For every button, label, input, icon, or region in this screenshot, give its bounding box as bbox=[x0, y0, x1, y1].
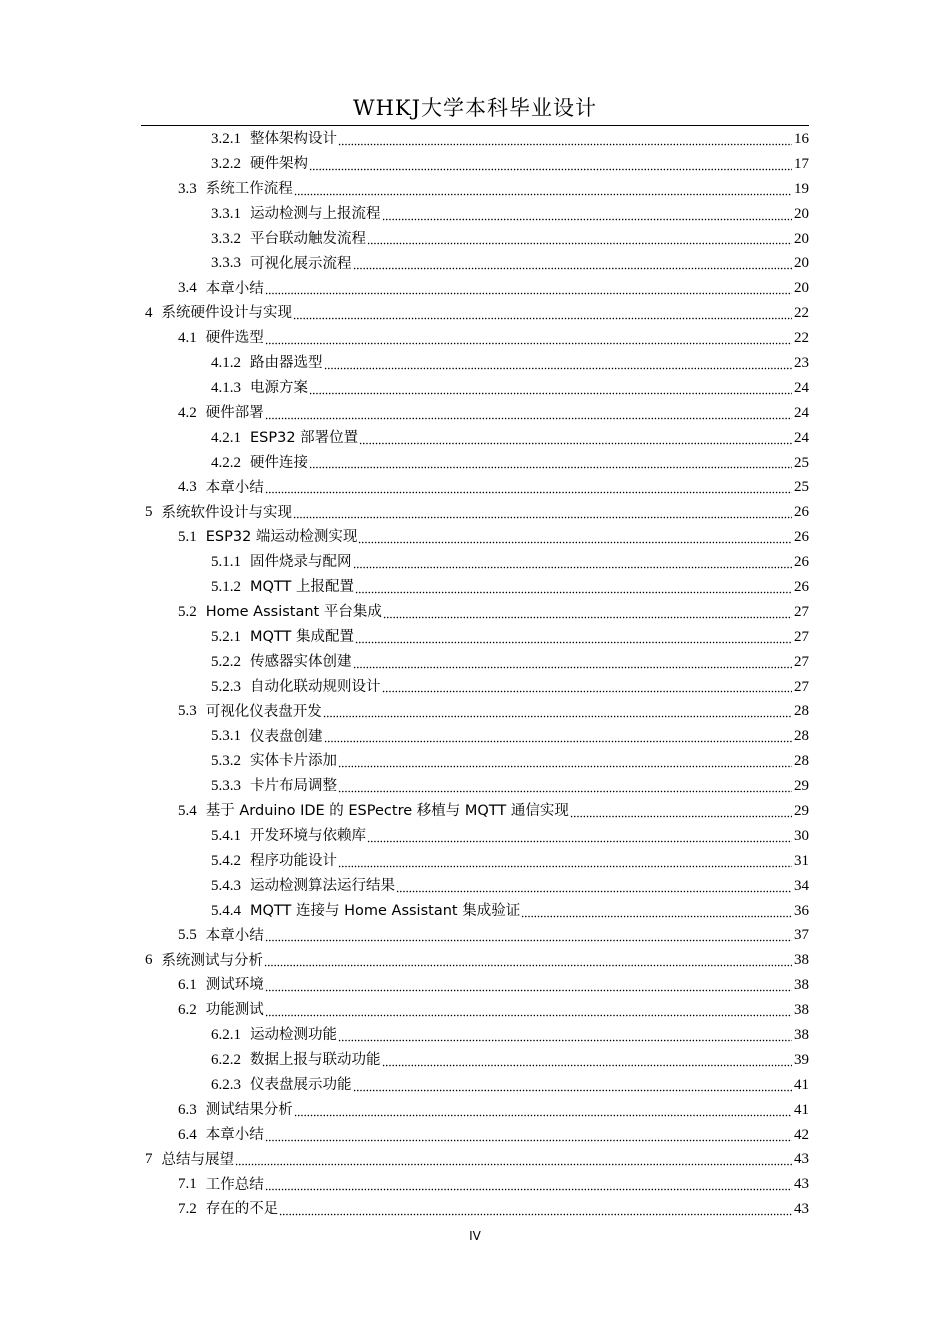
toc-entry-page: 42 bbox=[794, 1126, 809, 1143]
page-header-title: WHKJ大学本科毕业设计 bbox=[352, 96, 597, 120]
toc-entry[interactable] bbox=[141, 301, 809, 326]
toc-entry-title: 本章小结 bbox=[205, 280, 264, 297]
toc-entry[interactable] bbox=[141, 973, 809, 998]
toc-dot-leader bbox=[293, 306, 792, 320]
toc-dot-leader bbox=[382, 1053, 793, 1067]
toc-entry-number: 3.2.1 bbox=[211, 130, 241, 147]
toc-entry-title: 电源方案 bbox=[250, 380, 308, 397]
toc-entry-page: 28 bbox=[794, 703, 809, 720]
toc-entry-page: 24 bbox=[794, 404, 809, 421]
toc-entry-page: 43 bbox=[794, 1151, 809, 1168]
toc-entry[interactable] bbox=[141, 699, 809, 724]
toc-entry-title: 自动化联动规则设计 bbox=[250, 678, 381, 695]
toc-entry-title: 平台联动触发流程 bbox=[250, 230, 366, 247]
toc-dot-leader bbox=[338, 1028, 792, 1042]
toc-entry-page: 30 bbox=[794, 827, 809, 844]
toc-dot-leader bbox=[355, 630, 792, 644]
toc-entry-title: 系统工作流程 bbox=[205, 180, 293, 197]
toc-entry-title: 总结与展望 bbox=[161, 1151, 234, 1168]
toc-entry-page: 28 bbox=[794, 728, 809, 745]
toc-entry-title: 硬件部署 bbox=[205, 404, 264, 421]
toc-dot-leader bbox=[294, 1103, 792, 1117]
toc-entry-number: 5 bbox=[145, 504, 153, 521]
toc-entry-page: 26 bbox=[794, 578, 809, 595]
toc-entry[interactable] bbox=[141, 276, 809, 301]
toc-entry[interactable] bbox=[141, 500, 809, 525]
toc-entry-number: 4.2.2 bbox=[211, 454, 241, 471]
toc-dot-leader bbox=[309, 157, 792, 171]
toc-entry-title: 硬件架构 bbox=[250, 156, 308, 173]
toc-entry-number: 6.4 bbox=[178, 1126, 197, 1143]
toc-entry-page: 20 bbox=[794, 230, 809, 247]
toc-entry[interactable] bbox=[141, 1048, 809, 1073]
toc-entry[interactable] bbox=[141, 824, 809, 849]
toc-entry-page: 38 bbox=[794, 1002, 809, 1019]
toc-entry-page: 17 bbox=[794, 155, 809, 172]
toc-dot-leader bbox=[367, 231, 792, 245]
toc-entry-page: 22 bbox=[794, 330, 809, 347]
toc-entry-title: MQTT 集成配置 bbox=[250, 629, 354, 645]
toc-entry-number: 3.3.3 bbox=[211, 255, 241, 272]
toc-entry[interactable] bbox=[141, 625, 809, 650]
toc-entry-number: 3.4 bbox=[178, 280, 197, 297]
toc-entry[interactable] bbox=[141, 152, 809, 177]
toc-entry-title: 测试结果分析 bbox=[205, 1101, 293, 1118]
toc-entry-title: 实体卡片添加 bbox=[250, 753, 337, 770]
toc-entry-page: 20 bbox=[794, 280, 809, 297]
toc-entry-page: 28 bbox=[794, 753, 809, 770]
toc-dot-leader bbox=[396, 879, 792, 893]
toc-entry-number: 6.2 bbox=[178, 1002, 197, 1019]
toc-entry-number: 4.1.2 bbox=[211, 354, 241, 371]
toc-entry-title: 程序功能设计 bbox=[250, 853, 337, 870]
toc-dot-leader bbox=[353, 655, 793, 669]
toc-dot-leader bbox=[383, 605, 792, 619]
toc-entry-number: 4.1.3 bbox=[211, 379, 241, 396]
toc-entry[interactable] bbox=[141, 600, 809, 625]
toc-entry-page: 26 bbox=[794, 529, 809, 546]
toc-entry-number: 5.3.2 bbox=[211, 753, 241, 770]
toc-entry[interactable] bbox=[141, 799, 809, 824]
toc-entry-title: 系统软件设计与实现 bbox=[161, 504, 292, 521]
toc-dot-leader bbox=[265, 1128, 792, 1142]
toc-entry-page: 43 bbox=[794, 1176, 809, 1193]
toc-entry[interactable] bbox=[141, 948, 809, 973]
toc-entry-number: 6 bbox=[145, 952, 153, 969]
toc-entry[interactable] bbox=[141, 550, 809, 575]
toc-dot-leader bbox=[324, 356, 793, 370]
toc-dot-leader bbox=[293, 505, 792, 519]
toc-dot-leader bbox=[323, 704, 792, 718]
toc-dot-leader bbox=[265, 406, 792, 420]
toc-entry[interactable] bbox=[141, 1073, 809, 1098]
toc-entry[interactable] bbox=[141, 1098, 809, 1123]
toc-entry-number: 5.2.2 bbox=[211, 653, 241, 670]
toc-entry-number: 5.4.2 bbox=[211, 852, 241, 869]
toc-entry-number: 3.3.2 bbox=[211, 230, 241, 247]
toc-entry[interactable] bbox=[141, 426, 809, 451]
toc-entry[interactable] bbox=[141, 326, 809, 351]
toc-entry[interactable] bbox=[141, 376, 809, 401]
toc-dot-leader bbox=[265, 1177, 792, 1191]
toc-dot-leader bbox=[265, 928, 792, 942]
toc-entry-number: 4.1 bbox=[178, 330, 197, 347]
toc-dot-leader bbox=[324, 729, 793, 743]
toc-entry-page: 24 bbox=[794, 379, 809, 396]
toc-entry-title: 运动检测与上报流程 bbox=[250, 205, 381, 222]
page-number: IV bbox=[469, 1229, 481, 1243]
toc-entry-title: ESP32 部署位置 bbox=[250, 429, 359, 446]
table-of-contents bbox=[141, 127, 809, 1222]
toc-dot-leader bbox=[358, 530, 792, 544]
toc-entry-page: 39 bbox=[794, 1051, 809, 1068]
toc-entry[interactable] bbox=[141, 650, 809, 675]
toc-dot-leader bbox=[359, 431, 792, 445]
toc-dot-leader bbox=[265, 281, 792, 295]
toc-entry-title: 卡片布局调整 bbox=[250, 778, 337, 795]
toc-entry[interactable] bbox=[141, 1172, 809, 1197]
toc-entry[interactable] bbox=[141, 874, 809, 899]
toc-dot-leader bbox=[294, 182, 792, 196]
toc-entry-title: 系统硬件设计与实现 bbox=[161, 305, 292, 322]
toc-entry-number: 6.2.2 bbox=[211, 1051, 241, 1068]
toc-dot-leader bbox=[338, 132, 792, 146]
toc-dot-leader bbox=[382, 679, 793, 693]
toc-entry-number: 5.2.1 bbox=[211, 628, 241, 645]
toc-entry-page: 25 bbox=[794, 479, 809, 496]
toc-entry[interactable] bbox=[141, 525, 809, 550]
toc-entry[interactable] bbox=[141, 1123, 809, 1148]
toc-entry-page: 22 bbox=[794, 305, 809, 322]
toc-entry-page: 41 bbox=[794, 1076, 809, 1093]
toc-entry-title: 硬件连接 bbox=[250, 454, 308, 471]
toc-dot-leader bbox=[338, 779, 792, 793]
toc-entry-title: 开发环境与依赖库 bbox=[250, 828, 366, 845]
toc-entry-number: 6.2.3 bbox=[211, 1076, 241, 1093]
toc-entry-number: 5.2.3 bbox=[211, 678, 241, 695]
toc-entry-title: 传感器实体创建 bbox=[250, 653, 352, 670]
toc-entry-number: 5.1.2 bbox=[211, 578, 241, 595]
toc-entry-title: 硬件选型 bbox=[205, 330, 264, 347]
toc-entry-page: 27 bbox=[794, 678, 809, 695]
toc-entry-title: 运动检测算法运行结果 bbox=[250, 877, 395, 894]
toc-entry-page: 20 bbox=[794, 255, 809, 272]
toc-entry-page: 29 bbox=[794, 778, 809, 795]
toc-entry[interactable] bbox=[141, 177, 809, 202]
toc-dot-leader bbox=[338, 854, 792, 868]
toc-entry[interactable] bbox=[141, 899, 809, 924]
toc-entry-title: 路由器选型 bbox=[250, 355, 323, 372]
toc-entry-page: 19 bbox=[794, 180, 809, 197]
toc-entry-title: 运动检测功能 bbox=[250, 1027, 337, 1044]
toc-entry-page: 27 bbox=[794, 603, 809, 620]
toc-entry-title: 仪表盘展示功能 bbox=[250, 1077, 352, 1094]
toc-entry-title: ESP32 端运动检测实现 bbox=[205, 529, 358, 546]
toc-entry[interactable] bbox=[141, 251, 809, 276]
toc-dot-leader bbox=[338, 754, 792, 768]
toc-entry-number: 5.1 bbox=[178, 529, 197, 546]
toc-dot-leader bbox=[355, 580, 792, 594]
toc-dot-leader bbox=[265, 1003, 792, 1017]
toc-entry-page: 20 bbox=[794, 205, 809, 222]
toc-dot-leader bbox=[353, 555, 793, 569]
toc-entry[interactable] bbox=[141, 451, 809, 476]
toc-entry-page: 29 bbox=[794, 802, 809, 819]
toc-dot-leader bbox=[382, 207, 793, 221]
toc-entry[interactable] bbox=[141, 202, 809, 227]
toc-entry-number: 5.4 bbox=[178, 802, 197, 819]
toc-dot-leader bbox=[353, 1078, 793, 1092]
toc-entry-title: 本章小结 bbox=[205, 927, 264, 944]
toc-entry-title: MQTT 连接与 Home Assistant 集成验证 bbox=[250, 902, 521, 919]
toc-entry-page: 27 bbox=[794, 628, 809, 645]
toc-entry-title: 基于 Arduino IDE 的 ESPectre 移植与 MQTT 通信实现 bbox=[205, 803, 569, 820]
toc-entry-page: 37 bbox=[794, 927, 809, 944]
toc-entry[interactable] bbox=[141, 1197, 809, 1222]
toc-entry-number: 5.1.1 bbox=[211, 554, 241, 571]
toc-entry-number: 5.3 bbox=[178, 703, 197, 720]
toc-entry-number: 6.2.1 bbox=[211, 1027, 241, 1043]
toc-entry-title: 固件烧录与配网 bbox=[250, 554, 352, 571]
toc-entry[interactable] bbox=[141, 924, 809, 949]
toc-entry-title: Home Assistant 平台集成 bbox=[205, 604, 382, 621]
toc-entry[interactable] bbox=[141, 127, 809, 152]
toc-entry-page: 25 bbox=[794, 454, 809, 471]
toc-entry-page: 23 bbox=[794, 354, 809, 371]
toc-entry-number: 4.2 bbox=[178, 404, 197, 421]
toc-entry-number: 4.2.1 bbox=[211, 429, 241, 446]
toc-entry-number: 6.1 bbox=[178, 977, 197, 994]
toc-entry-page: 26 bbox=[794, 504, 809, 521]
toc-entry-number: 3.3 bbox=[178, 180, 197, 197]
toc-dot-leader bbox=[279, 1202, 792, 1216]
toc-entry[interactable] bbox=[141, 774, 809, 799]
toc-dot-leader bbox=[521, 904, 792, 918]
toc-entry[interactable] bbox=[141, 1023, 809, 1048]
toc-entry-number: 5.5 bbox=[178, 927, 197, 944]
toc-entry-page: 38 bbox=[794, 1027, 809, 1043]
toc-entry[interactable] bbox=[141, 475, 809, 500]
toc-entry-number: 4 bbox=[145, 305, 153, 322]
toc-entry-number: 5.4.1 bbox=[211, 827, 241, 844]
toc-entry-page: 24 bbox=[794, 429, 809, 446]
toc-entry-number: 7 bbox=[145, 1151, 153, 1168]
toc-entry-number: 4.3 bbox=[178, 479, 197, 496]
toc-entry-number: 5.3.1 bbox=[211, 728, 241, 745]
toc-entry[interactable] bbox=[141, 351, 809, 376]
toc-entry-title: 仪表盘创建 bbox=[250, 728, 323, 745]
toc-entry-title: MQTT 上报配置 bbox=[250, 579, 354, 596]
toc-entry-number: 6.3 bbox=[178, 1101, 197, 1118]
toc-dot-leader bbox=[367, 829, 792, 843]
toc-entry[interactable] bbox=[141, 998, 809, 1023]
toc-entry-title: 本章小结 bbox=[205, 479, 264, 496]
toc-entry-page: 16 bbox=[794, 130, 809, 147]
toc-entry[interactable] bbox=[141, 227, 809, 252]
toc-entry-number: 5.3.3 bbox=[211, 778, 241, 795]
toc-entry[interactable] bbox=[141, 675, 809, 700]
toc-dot-leader bbox=[265, 480, 792, 494]
toc-entry-page: 38 bbox=[794, 952, 809, 969]
toc-dot-leader bbox=[309, 455, 792, 469]
toc-dot-leader bbox=[309, 381, 792, 395]
toc-entry-title: 可视化仪表盘开发 bbox=[205, 703, 322, 720]
toc-entry-title: 系统测试与分析 bbox=[161, 952, 263, 969]
toc-dot-leader bbox=[353, 256, 793, 270]
toc-entry-page: 43 bbox=[794, 1201, 809, 1218]
toc-entry-title: 可视化展示流程 bbox=[250, 255, 352, 272]
toc-dot-leader bbox=[265, 331, 792, 345]
toc-entry[interactable] bbox=[141, 749, 809, 774]
toc-entry-number: 7.2 bbox=[178, 1201, 197, 1218]
toc-entry[interactable] bbox=[141, 401, 809, 426]
toc-entry-number: 3.2.2 bbox=[211, 155, 241, 172]
toc-entry-title: 数据上报与联动功能 bbox=[250, 1052, 381, 1069]
toc-entry-page: 41 bbox=[794, 1101, 809, 1118]
toc-entry-page: 31 bbox=[794, 852, 809, 869]
toc-entry-title: 本章小结 bbox=[205, 1126, 264, 1143]
toc-entry[interactable] bbox=[141, 849, 809, 874]
toc-entry[interactable] bbox=[141, 575, 809, 600]
toc-entry-page: 36 bbox=[794, 902, 809, 919]
toc-dot-leader bbox=[264, 953, 792, 967]
toc-entry-title: 工作总结 bbox=[205, 1176, 264, 1193]
toc-entry-number: 5.2 bbox=[178, 603, 197, 620]
toc-entry-title: 功能测试 bbox=[205, 1002, 264, 1019]
header-rule bbox=[141, 125, 809, 126]
toc-entry-number: 5.4.4 bbox=[211, 902, 241, 919]
toc-entry-number: 3.3.1 bbox=[211, 205, 241, 222]
toc-entry-number: 7.1 bbox=[178, 1176, 197, 1193]
toc-entry-page: 27 bbox=[794, 653, 809, 670]
toc-entry-title: 整体架构设计 bbox=[250, 131, 337, 148]
toc-entry-title: 存在的不足 bbox=[205, 1201, 279, 1218]
toc-dot-leader bbox=[570, 804, 792, 818]
toc-entry-page: 34 bbox=[794, 877, 809, 894]
toc-entry-page: 38 bbox=[794, 977, 809, 994]
toc-entry-title: 测试环境 bbox=[205, 977, 264, 994]
toc-entry-page: 26 bbox=[794, 554, 809, 571]
toc-entry-number: 5.4.3 bbox=[211, 877, 241, 894]
toc-entry[interactable] bbox=[141, 724, 809, 749]
toc-dot-leader bbox=[265, 978, 792, 992]
toc-dot-leader bbox=[235, 1152, 792, 1166]
toc-entry[interactable] bbox=[141, 1148, 809, 1173]
